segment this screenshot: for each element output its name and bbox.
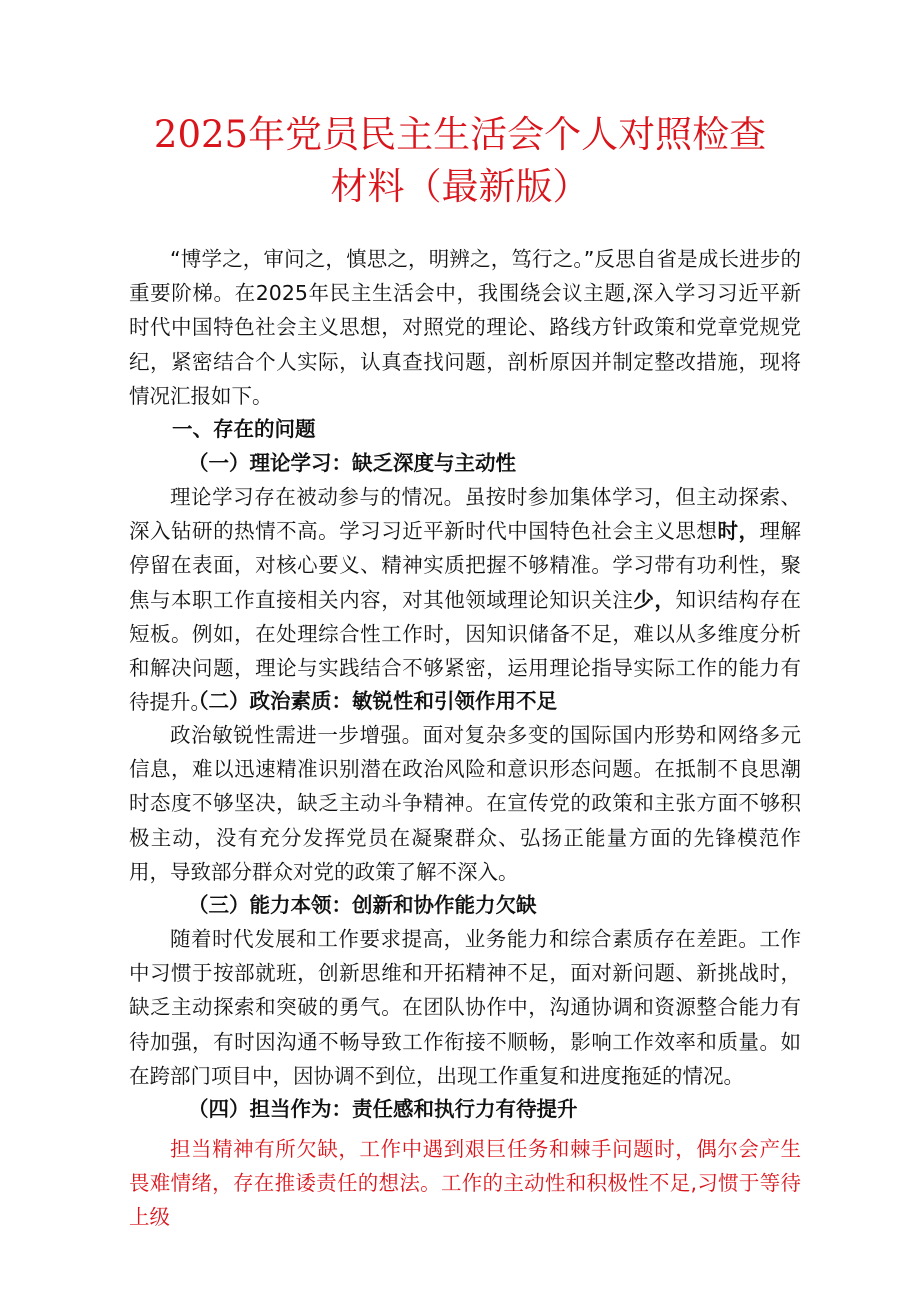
paragraph-responsibility: 担当精神有所欠缺，工作中遇到艰巨任务和棘手问题时，偶尔会产生畏难情绪，存在推诿责任的想法。工作的主动性和积极性不足,习惯于等待上级	[129, 1137, 801, 1230]
document-title-line-2: 材料（最新版）	[330, 165, 590, 208]
paragraph-text: 理解停留在表面，对核心要义、精神实质把握不够精准。学习带有功利性，聚焦与本职工作直接相关内容，对其他领域理论知识关注	[129, 519, 802, 612]
paragraph-ability: 随着时代发展和工作要求提高，业务能力和综合素质存在差距。工作中习惯于按部就班，创新思维和开拓精神不足，面对新问题、新挑战时，缺乏主动探索和突破的勇气。在团队协作中，沟通协调和资源整合能力有待加强，有时因沟通不畅导致工作衔接不顺畅，影响工作效率和质量。如在跨部门项目中，因协调不到位，出现工作重复和进度拖延的情况。	[129, 927, 801, 1088]
subheading-ability: （三）能力本领：创新和协作能力欠缺	[188, 893, 537, 917]
document-title-line-1: 2025年党员民主生活会个人对照检查	[153, 113, 767, 156]
subheading-theory-study: （一）理论学习：缺乏深度与主动性	[188, 451, 516, 475]
paragraph-political-quality: 政治敏锐性需进一步增强。面对复杂多变的国际国内形势和网络多元信息，难以迅速精准识别潜在政治风险和意识形态问题。在抵制不良思潮时态度不够坚决，缺乏主动斗争精神。在宣传党的政策和主张方面不够积极主动，没有充分发挥党员在凝聚群众、弘扬正能量方面的先锋模范作用，导致部分群众对党的政策了解不深入。	[129, 723, 801, 884]
paragraph-text: 理论学习存在被动参与的情况。虽按时参加集体学习，但主动探索、深入钻研的热情不高。学习习近平新时代中国特色社会主义思想	[129, 485, 801, 544]
intro-paragraph: “博学之，审问之，慎思之，明辨之，笃行之。”反思自省是成长进步的重要阶梯。在2025年民主生活会中，我围绕会议主题,深入学习习近平新时代中国特色社会主义思想，对照党的理论、路线方针政策和党章党规党纪，紧密结合个人实际，认真查找问题，剖析原因并制定整改措施，现将情况汇报如下。	[129, 247, 801, 408]
paragraph-bold-text: 时，	[717, 519, 760, 544]
subheading-responsibility: （四）担当作为：责任感和执行力有待提升	[188, 1097, 578, 1121]
paragraph-text: 知识结构存在短板。例如，在处理综合性工作时，因知识储备不足，难以从多维度分析和解决问题，理论与实践结合不够紧密，运用理论指导实际工作的能力有待提升。	[129, 587, 802, 715]
subheading-political-quality: （二）政治素质：敏锐性和引领作用不足	[188, 689, 557, 713]
paragraph-bold-text: 少，	[633, 587, 676, 612]
section-heading-problems: 一、存在的问题	[172, 417, 316, 441]
